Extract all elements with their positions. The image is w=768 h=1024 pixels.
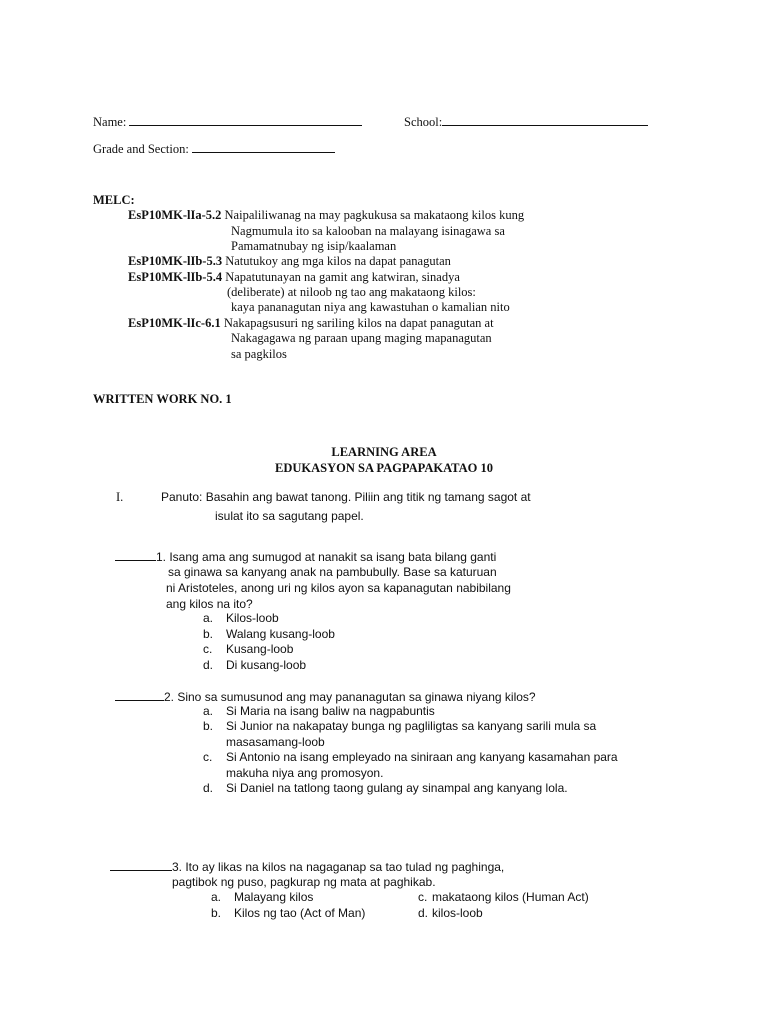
choice-letter: c.: [418, 890, 428, 904]
melc-text: Nakapagsusuri ng sariling kilos na dapat panagutan at: [223, 316, 494, 330]
question-lead: 1. Isang ama ang sumugod at nanakit sa isang bata bilang ganti: [156, 550, 497, 564]
question-3: [110, 859, 504, 876]
question-text: pagtibok ng puso, pagkurap ng mata at paghikab.: [172, 875, 436, 889]
name-blank: [129, 114, 362, 126]
melc-item-2: [128, 254, 451, 270]
choice-text: makuha niya ang promosyon.: [226, 766, 384, 780]
answer-blank: [115, 689, 164, 701]
choice-letter: c.: [203, 750, 213, 764]
choice-text: Kilos ng tao (Act of Man): [234, 906, 366, 920]
choice-text: Kusang-loob: [226, 642, 294, 656]
written-work-title: WRITTEN WORK NO. 1: [93, 392, 232, 406]
instruction-numeral: I.: [116, 490, 124, 504]
question-text: ang kilos na ito?: [166, 597, 253, 611]
question-text: ni Aristoteles, anong uri ng kilos ayon sa kapanagutan nabibilang: [166, 581, 511, 595]
melc-text: sa pagkilos: [231, 347, 287, 361]
melc-heading: MELC:: [93, 193, 135, 207]
choice-letter: b.: [203, 627, 214, 641]
choice-text: Di kusang-loob: [226, 658, 307, 672]
instruction-line-1: Panuto: Basahin ang bawat tanong. Piliin ang titik ng tamang sagot at: [161, 490, 531, 504]
choice-text: kilos-loob: [432, 906, 483, 920]
melc-item-4: [128, 316, 494, 332]
melc-text: Natutukoy ang mga kilos na dapat panagutan: [225, 254, 451, 268]
grade-blank: [192, 141, 335, 153]
melc-text: Nagmumula ito sa kalooban na malayang isinagawa sa: [231, 224, 505, 238]
grade-label: Grade and Section:: [93, 142, 189, 156]
grade-field: [93, 141, 335, 158]
melc-code: EsP10MK-lIb-5.3: [128, 254, 223, 268]
choice-letter: d.: [418, 906, 429, 920]
choice-letter: a.: [203, 611, 214, 625]
school-label: School:: [404, 115, 443, 129]
melc-text: kaya pananagutan niya ang kawastuhan o kamalian nito: [231, 300, 510, 314]
school-blank: [442, 114, 648, 126]
instruction-line-2: isulat ito sa sagutang papel.: [215, 509, 364, 523]
answer-blank: [110, 859, 172, 871]
choice-text: Si Junior na nakapatay bunga ng pagliligtas sa kanyang sarili mula sa: [226, 719, 597, 733]
choice-text: Si Daniel na tatlong taong gulang ay sinampal ang kanyang lola.: [226, 781, 568, 795]
choice-letter: b.: [203, 719, 214, 733]
melc-code: EsP10MK-lIb-5.4: [128, 270, 223, 284]
choice-text: Si Maria na isang baliw na nagpabuntis: [226, 704, 435, 718]
melc-code: EsP10MK-lIc-6.1: [128, 316, 221, 330]
choice-text: Kilos-loob: [226, 611, 279, 625]
name-field: [93, 114, 362, 131]
choice-text: Si Antonio na isang empleyado na siniraan ang kanyang kasamahan para: [226, 750, 618, 764]
learning-area-subject: EDUKASYON SA PAGPAPAKATAO 10: [275, 461, 493, 475]
choice-letter: c.: [203, 642, 213, 656]
answer-blank: [115, 549, 156, 561]
choice-text: Malayang kilos: [234, 890, 314, 904]
question-lead: 3. Ito ay likas na kilos na nagaganap sa tao tulad ng paghinga,: [172, 860, 505, 874]
choice-letter: d.: [203, 781, 214, 795]
melc-text: (deliberate) at niloob ng tao ang makataong kilos:: [227, 285, 476, 299]
learning-area-label: LEARNING AREA: [331, 445, 437, 459]
melc-text: Pamamatnubay ng isip/kaalaman: [231, 239, 397, 253]
melc-code: EsP10MK-lIa-5.2: [128, 208, 222, 222]
question-text: sa ginawa sa kanyang anak na pambubully. Base sa katuruan: [168, 565, 497, 579]
school-field: [404, 114, 648, 131]
choice-letter: a.: [211, 890, 222, 904]
choice-letter: a.: [203, 704, 214, 718]
melc-text: Nakagagawa ng paraan upang maging mapanagutan: [231, 331, 492, 345]
question-lead: 2. Sino sa sumusunod ang may pananagutan sa ginawa niyang kilos?: [164, 690, 536, 704]
choice-letter: b.: [211, 906, 222, 920]
question-1: [115, 549, 496, 566]
choice-text: Walang kusang-loob: [226, 627, 335, 641]
melc-text: Napatutunayan na gamit ang katwiran, sinadya: [225, 270, 460, 284]
choice-letter: d.: [203, 658, 214, 672]
melc-item-1: [128, 208, 524, 224]
melc-text: Naipaliliwanag na may pagkukusa sa makataong kilos kung: [224, 208, 525, 222]
melc-item-3: [128, 270, 460, 286]
choice-text: masasamang-loob: [226, 735, 325, 749]
choice-text: makataong kilos (Human Act): [432, 890, 589, 904]
name-label: Name:: [93, 115, 127, 129]
